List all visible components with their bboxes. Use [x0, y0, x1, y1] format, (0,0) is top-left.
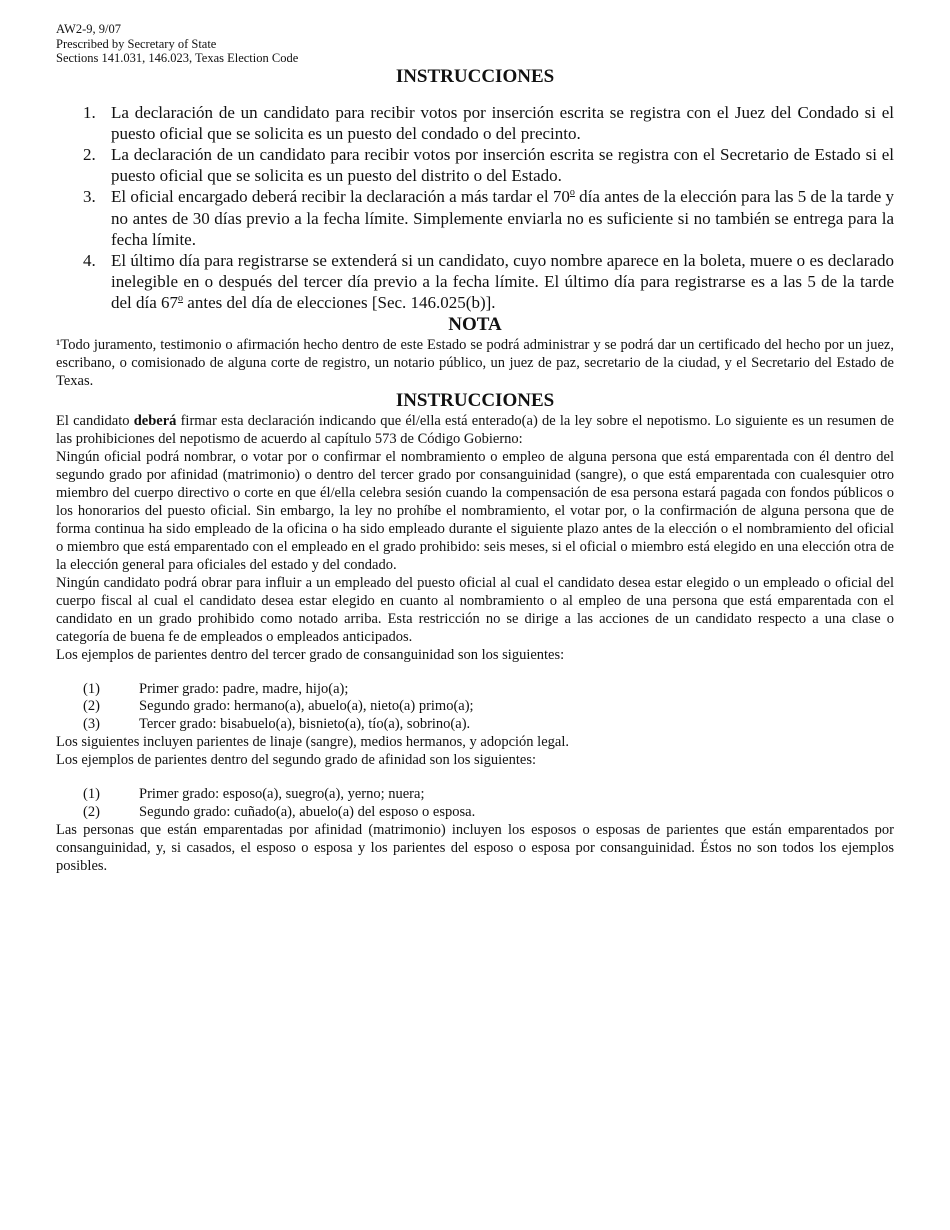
- list-item-text: Primer grado: esposo(a), suegro(a), yerno; nuera;: [139, 786, 425, 803]
- list-item: [56, 804, 894, 822]
- candidate-paragraph: Ningún candidato podrá obrar para influir a un empleado del puesto oficial al cual el candidato desea estar elegido o un empleado o oficial del cuerpo fiscal al cual el candidato desea estar elegido en cuanto al nombramiento o al empleo de una persona que está emparentada con el candidato en un grado prohibido como notado arriba. Esta restricción no se dirige a las acciones de un candidato respecto a una clase o categoría de buena fe de empleados o empleados anticipados.: [56, 574, 894, 645]
- instruction-text-start: El último día para registrarse se extenderá si un candidato, cuyo nombre aparece en la boleta, muere o es declarado inelegible en o después del tercer día previo a la fecha límite. El último día para registrarse es a las 5 de la tarde del día 67: [111, 250, 894, 313]
- instruction-text-end: día antes de la elección para las 5 de la tarde y no antes de 30 días previo a la fecha límite. Simplemente enviarla no es suficiente si no también se entrega para la fecha límite.: [111, 187, 894, 249]
- list-item: [56, 716, 894, 734]
- form-id: AW2-9, 9/07: [56, 22, 121, 36]
- list-item-text: Segundo grado: hermano(a), abuelo(a), nieto(a) primo(a);: [139, 698, 474, 715]
- list-item: [56, 681, 894, 699]
- intro-text-end: firmar esta declaración indicando que él/ella está enterado(a) de la ley sobre el nepotismo. Lo siguiente es un resumen de las prohibiciones del nepotismo de acuerdo al capítulo 573 de Código Gobierno:: [56, 412, 894, 447]
- nepotism-intro-paragraph: [56, 412, 894, 448]
- form-header: [56, 22, 894, 66]
- intro-text-start: El candidato: [56, 412, 134, 429]
- nota-paragraph: ¹Todo juramento, testimonio o afirmación hecho dentro de este Estado se podrá administrar y se podrá dar un certificado del hecho por un juez, escribano, o comisionado de alguna corte de registro, un notario público, un juez de paz, secretario de la ciudad, y el Secretario del Estado de Texas.: [56, 336, 894, 389]
- closing-paragraph: Las personas que están emparentadas por afinidad (matrimonio) incluyen los esposos o esposas de parientes que están emparentados por consanguinidad, y, si casados, el esposo o esposa y los parientes del esposo o esposa por consanguinidad. Éstos no son todos los ejemplos posibles.: [56, 822, 894, 875]
- instruction-text: La declaración de un candidato para recibir votos por inserción escrita se registra con el Juez del Condado si el puesto oficial que se solicita es un puesto del condado o del precinto.: [111, 102, 894, 143]
- instruction-number: 1.: [83, 102, 96, 122]
- list-item-text: Segundo grado: cuñado(a), abuelo(a) del esposo o esposa.: [139, 803, 476, 820]
- instruction-number: 2.: [83, 144, 96, 164]
- affinity-list: [56, 786, 894, 821]
- nota-title: NOTA: [448, 313, 502, 335]
- list-item-text: Tercer grado: bisabuelo(a), bisnieto(a), tío(a), sobrino(a).: [139, 715, 471, 732]
- instructions-title-2: INSTRUCCIONES: [395, 389, 555, 411]
- affinity-intro: Los ejemplos de parientes dentro del segundo grado de afinidad son los siguientes:: [56, 752, 537, 769]
- instruction-item: [56, 102, 894, 144]
- instruction-text-start: El oficial encargado deberá recibir la declaración a más tardar el 70: [111, 187, 570, 207]
- ordinal-indicator: o: [569, 187, 575, 199]
- list-item-number: (1): [83, 680, 100, 697]
- instruction-text: La declaración de un candidato para recibir votos por inserción escrita se registra con el Secretario de Estado si el puesto oficial que se solicita es un puesto del distrito o del Estado.: [111, 144, 894, 186]
- consanguinity-list: [56, 681, 894, 734]
- prescribed-by: Prescribed by Secretary of State: [56, 36, 217, 51]
- list-item: [56, 786, 894, 804]
- instruction-number: 4.: [83, 250, 96, 270]
- instruction-text-end: antes del día de elecciones [Sec. 146.025(b)].: [183, 293, 496, 313]
- instruction-item: [56, 250, 894, 314]
- instructions-list: [56, 102, 894, 314]
- consanguinity-intro: Los ejemplos de parientes dentro del tercer grado de consanguinidad son los siguientes:: [56, 646, 565, 663]
- code-sections: Sections 141.031, 146.023, Texas Election Code: [56, 51, 299, 65]
- list-item: [56, 698, 894, 716]
- lineage-note: Los siguientes incluyen parientes de linaje (sangre), medios hermanos, y adopción legal.: [56, 734, 569, 751]
- list-item-text: Primer grado: padre, madre, hijo(a);: [139, 680, 349, 697]
- official-paragraph: Ningún oficial podrá nombrar, o votar por o confirmar el nombramiento o empleo de alguna persona que está emparentada con él dentro del segundo grado por afinidad (matrimonio) o dentro del tercer grado por consanguinidad (sangre), o que está emparentada con cualesquier otro miembro del cuerpo directivo o corte en que él/ella celebra sesión cuando la compensación de esa persona estará pagada con fondos públicos o los honorarios del puesto oficial. Sin embargo, la ley no prohíbe el nombramiento, el votar por, o la confirmación de alguna persona que de forma continua ha sido empleado de la oficina o ha sido empleado durante el siguiente plazo antes de la elección o el nombramiento del oficial o miembro que está emparentado con el empleado en el grado prohibido: seis meses, si el oficial o miembro está elegido en una elección otra de la elección general para oficiales del estado y del condado.: [56, 448, 894, 573]
- document-page: [56, 22, 894, 875]
- intro-bold-word: deberá: [133, 412, 177, 429]
- instruction-item: [56, 144, 894, 186]
- instructions-title: INSTRUCCIONES: [395, 65, 555, 87]
- list-item-number: (2): [83, 698, 100, 715]
- list-item-number: (2): [83, 803, 100, 820]
- instruction-number: 3.: [83, 187, 96, 207]
- list-item-number: (1): [83, 786, 100, 803]
- list-item-number: (3): [83, 715, 100, 732]
- instruction-item: [56, 186, 894, 250]
- ordinal-indicator: o: [178, 293, 184, 305]
